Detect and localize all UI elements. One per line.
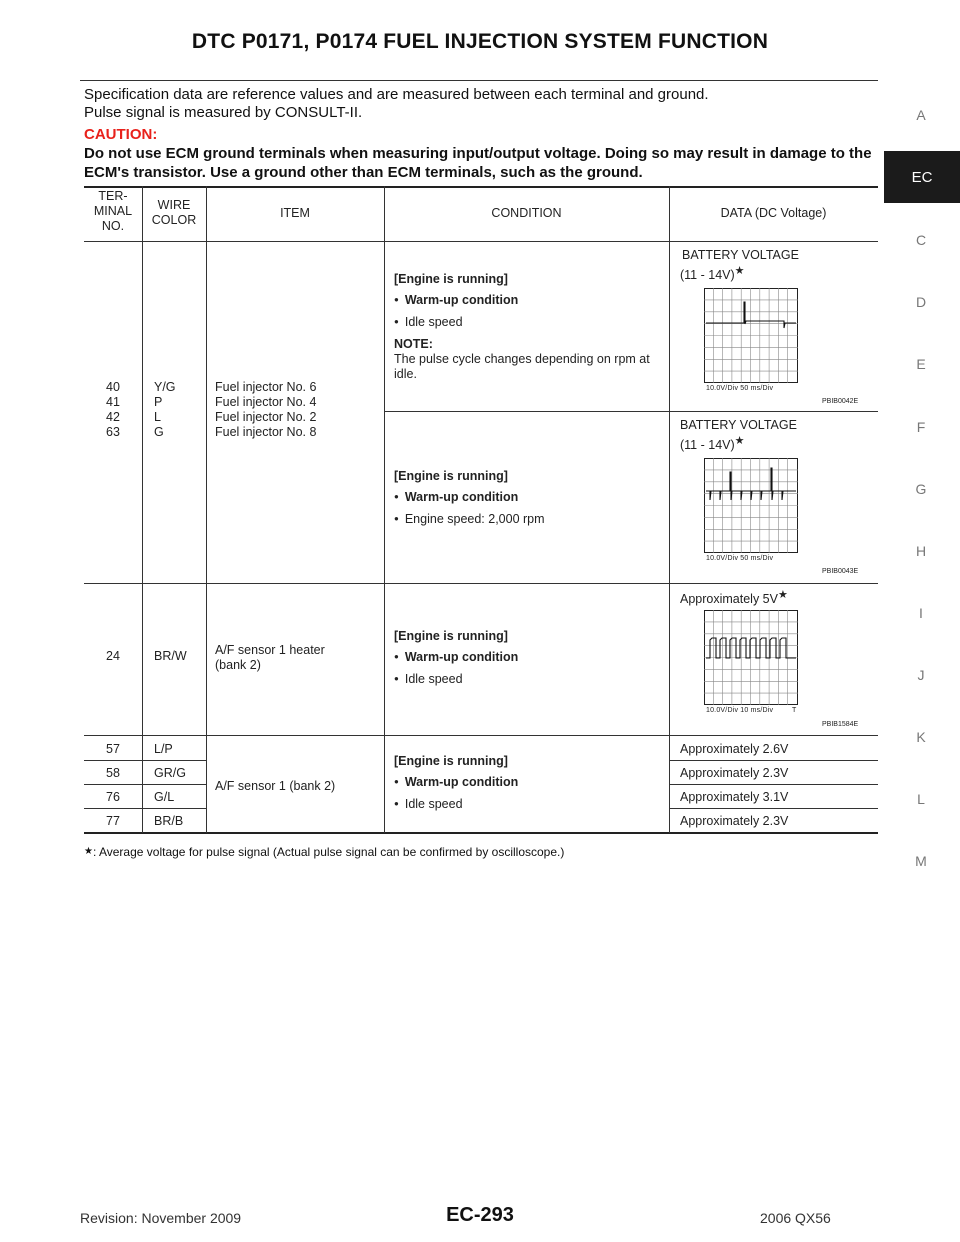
injector-terminals (84, 380, 142, 440)
scope-caption: 10.0V/Div 50 ms/Div (706, 385, 774, 392)
col-header-data: DATA (DC Voltage) (720, 206, 827, 220)
section-tab-i[interactable]: I (919, 605, 923, 621)
heater-voltage: Approximately 5V (680, 592, 778, 606)
caution-text: Do not use ECM ground terminals when measuring input/output voltage. Doing so may result in damage to the ECM's transistor. Use a ground other than ECM terminals, such as the ground. (84, 145, 872, 181)
col-header-wire (142, 198, 206, 228)
wire-p: P (154, 395, 163, 409)
af-row-divider-2b (669, 784, 878, 785)
injector-wires (154, 380, 176, 440)
terminal-76: 76 (106, 790, 120, 804)
voltage-range: (11 - 14V) (680, 438, 735, 452)
col-header-terminal-l3: NO. (101, 219, 125, 233)
wire-l-p: L/P (154, 742, 173, 756)
injector-items (215, 380, 316, 440)
col-header-item: ITEM (280, 206, 310, 220)
af-data-58: Approximately 2.3V (680, 766, 789, 780)
injector-row-divider (384, 411, 878, 412)
terminal-24: 24 (106, 649, 120, 663)
section-tab-k[interactable]: K (916, 729, 926, 745)
condition-bullet: ● Warm-up condition (394, 293, 664, 309)
section-tab-h[interactable]: H (915, 543, 927, 559)
average-star-icon: ★ (734, 435, 745, 447)
table-top-rule (84, 186, 878, 188)
item-af-heater-l1: A/F sensor 1 heater (215, 643, 325, 657)
scope-waveform-heater (704, 610, 804, 710)
wire-l: L (154, 410, 161, 424)
wire-gr-g: GR/G (154, 766, 186, 780)
footnote (84, 845, 564, 859)
intro-line-2: Pulse signal is measured by CONSULT-II. (84, 104, 363, 121)
col-header-wire-l1: WIRE (157, 198, 191, 212)
average-star-icon: ★ (734, 265, 745, 277)
condition-bullet: ● Idle speed (394, 672, 664, 688)
wire-br-b: BR/B (154, 814, 184, 828)
wire-br-w: BR/W (154, 649, 187, 663)
section-tab-l[interactable]: L (917, 791, 925, 807)
af-data-76: Approximately 3.1V (680, 790, 789, 804)
scope-trigger-mark: T (792, 707, 797, 714)
note-text: The pulse cycle changes depending on rpm at idle. (394, 352, 650, 381)
average-star-icon: ★ (777, 589, 788, 601)
terminal-58: 58 (106, 766, 120, 780)
table-bottom-rule (84, 832, 878, 834)
col-header-terminal (84, 189, 142, 234)
wire-y-g: Y/G (154, 380, 176, 394)
condition-bullet: ● Warm-up condition (394, 650, 664, 666)
col-rule-2 (206, 186, 207, 833)
condition-bullet: ● Idle speed (394, 315, 664, 331)
condition-bullet: ● Warm-up condition (394, 775, 664, 791)
oscilloscope-trace-heater (704, 610, 804, 722)
af-row-divider-3a (84, 808, 206, 809)
col-header-terminal-l1: TER- (98, 189, 128, 203)
af-data-57: Approximately 2.6V (680, 742, 789, 756)
figure-code: PBIB1584E (822, 721, 859, 728)
terminal-77: 77 (106, 814, 120, 828)
condition-bullet: ● Idle speed (394, 797, 664, 813)
footnote-text: : Average voltage for pulse signal (Actual pulse signal can be confirmed by oscilloscope.) (92, 845, 565, 859)
col-header-wire-l2: COLOR (151, 213, 197, 227)
title-rule (80, 80, 878, 81)
af-row-divider-1a (84, 760, 206, 761)
intro-text (84, 86, 709, 122)
item-injector-4: Fuel injector No. 4 (215, 395, 317, 409)
terminal-57: 57 (106, 742, 120, 756)
oscilloscope-trace-2000rpm (704, 458, 804, 570)
revision-date: Revision: November 2009 (80, 1210, 242, 1226)
wire-g: G (154, 425, 164, 439)
item-af-sensor: A/F sensor 1 (bank 2) (215, 779, 336, 793)
section-tab-g[interactable]: G (915, 481, 927, 497)
condition-bullet: ● Engine speed: 2,000 rpm (394, 512, 664, 528)
injector-idle-data-1: BATTERY VOLTAGE (682, 248, 799, 262)
condition-heading: [Engine is running] (394, 272, 508, 286)
item-af-heater-l2: (bank 2) (215, 658, 261, 672)
item-injector-2: Fuel injector No. 2 (215, 410, 317, 424)
injector-2000rpm-data-1: BATTERY VOLTAGE (680, 418, 797, 432)
section-tab-c[interactable]: C (915, 232, 927, 248)
terminal-63: 63 (106, 425, 120, 439)
condition-heading: [Engine is running] (394, 469, 508, 483)
item-af-heater (215, 643, 325, 673)
col-header-condition: CONDITION (491, 206, 562, 220)
heater-bottom-rule (84, 735, 878, 736)
scope-waveform-idle (704, 288, 804, 388)
intro-line-1: Specification data are reference values and are measured between each terminal and ground. (84, 86, 709, 103)
af-row-divider-2a (84, 784, 206, 785)
col-header-terminal-l2: MINAL (93, 204, 133, 218)
page-number: EC-293 (446, 1204, 514, 1226)
terminal-40: 40 (106, 380, 120, 394)
section-tab-ec-active[interactable]: EC (884, 151, 960, 203)
terminal-41: 41 (106, 395, 120, 409)
model-year: 2006 QX56 (760, 1210, 831, 1226)
figure-code: PBIB0043E (822, 568, 859, 575)
caution-label: CAUTION: (84, 126, 158, 143)
af-row-divider-1b (669, 760, 878, 761)
item-injector-8: Fuel injector No. 8 (215, 425, 317, 439)
terminal-data-table (84, 186, 878, 836)
injector-2000rpm-condition (394, 469, 664, 528)
note-label: NOTE: (394, 337, 433, 351)
scope-waveform-2000rpm (704, 458, 804, 558)
voltage-range: (11 - 14V) (680, 268, 735, 282)
col-rule-1 (142, 186, 143, 833)
scope-caption: 10.0V/Div 10 ms/Div (706, 707, 774, 714)
col-rule-4 (669, 186, 670, 833)
condition-heading: [Engine is running] (394, 754, 508, 768)
injector-idle-data-2 (680, 265, 745, 284)
af-data-77: Approximately 2.3V (680, 814, 789, 828)
wire-g-l: G/L (154, 790, 175, 804)
page-title: DTC P0171, P0174 FUEL INJECTION SYSTEM FUNCTION (191, 30, 769, 53)
item-injector-6: Fuel injector No. 6 (215, 380, 317, 394)
average-star-icon: ★ (84, 846, 93, 857)
injector-bottom-rule (84, 583, 878, 584)
injector-2000rpm-data-2 (680, 435, 745, 454)
condition-bullet: ● Warm-up condition (394, 490, 664, 506)
section-tab-e[interactable]: E (916, 356, 926, 372)
terminal-42: 42 (106, 410, 120, 424)
section-tab-d[interactable]: D (915, 294, 927, 310)
section-tab-a[interactable]: A (916, 107, 926, 123)
header-bottom-rule (84, 241, 878, 242)
condition-heading: [Engine is running] (394, 629, 508, 643)
section-tab-j[interactable]: J (917, 667, 925, 683)
injector-idle-condition (394, 272, 664, 382)
heater-data (680, 589, 788, 608)
scope-caption: 10.0V/Div 50 ms/Div (706, 555, 774, 562)
af-row-divider-3b (669, 808, 878, 809)
heater-condition (394, 629, 664, 688)
oscilloscope-trace-idle (704, 288, 804, 400)
figure-code: PBIB0042E (822, 398, 859, 405)
col-rule-3 (384, 186, 385, 833)
section-tab-f[interactable]: F (916, 419, 926, 435)
section-tab-m[interactable]: M (915, 853, 927, 869)
af-sensor-condition (394, 754, 664, 813)
